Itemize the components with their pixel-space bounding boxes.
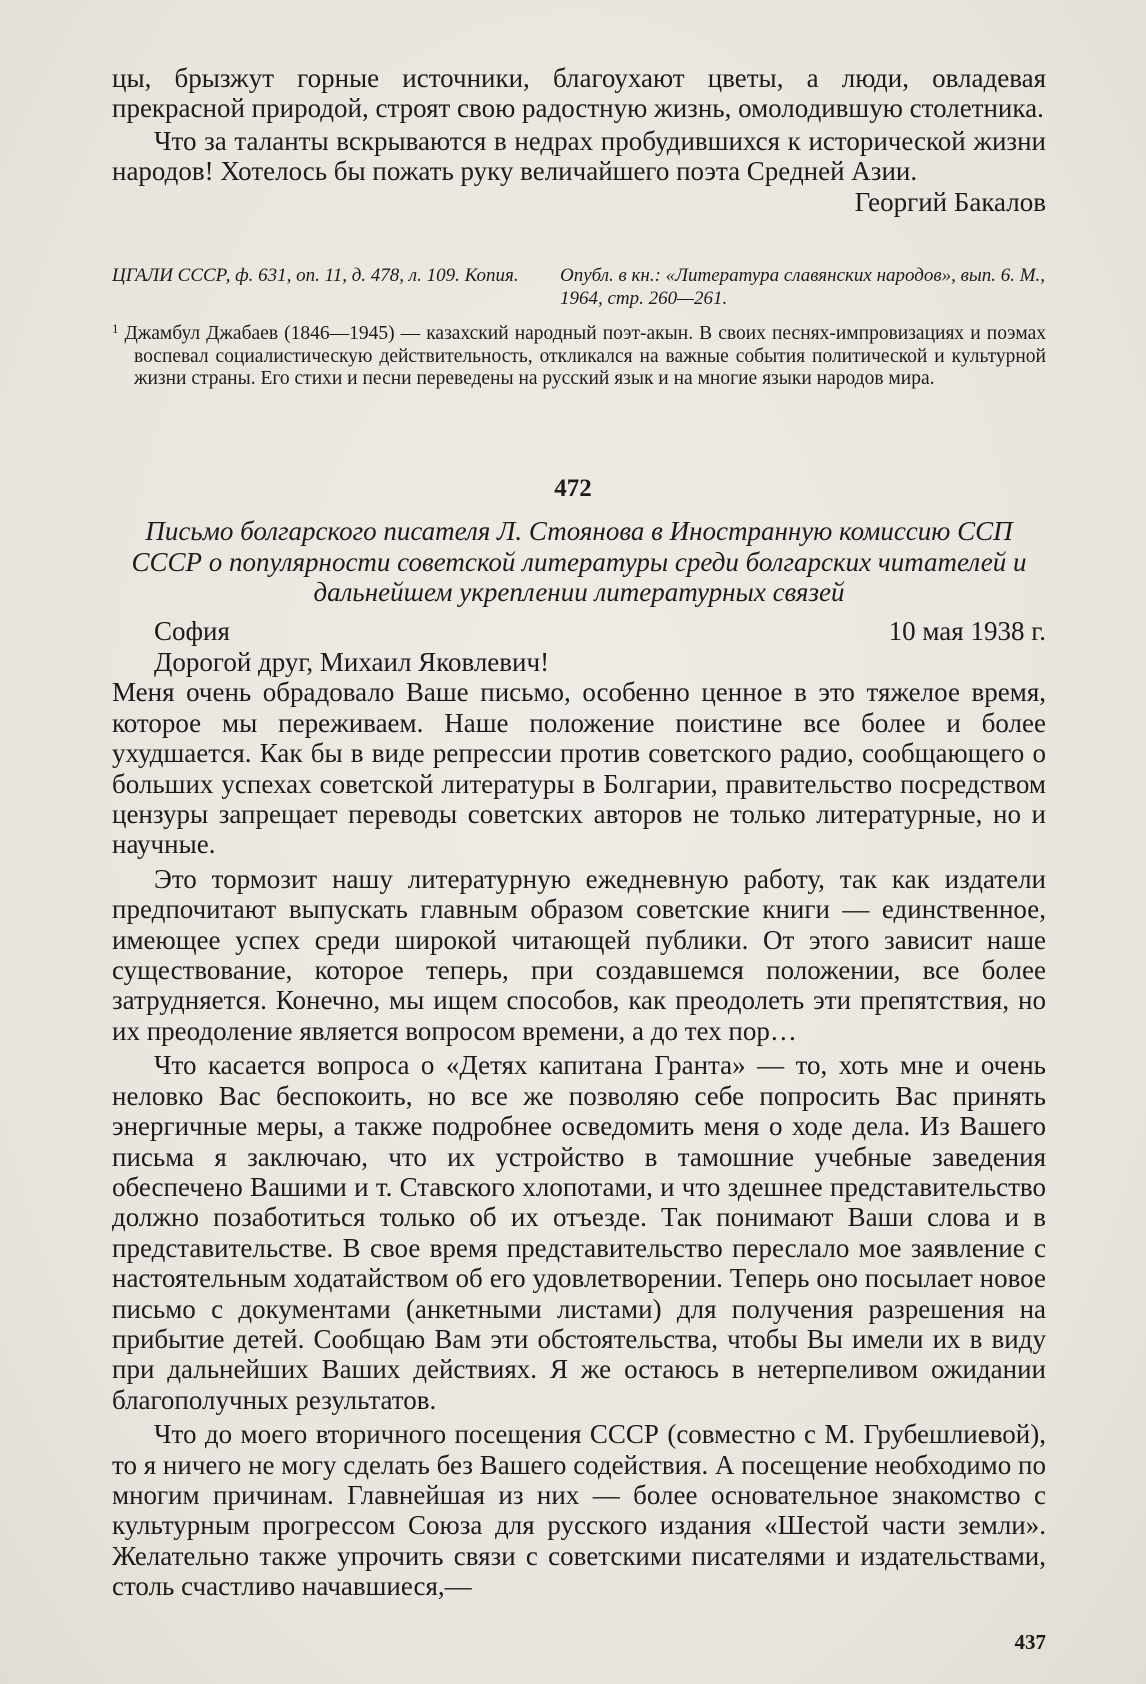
paragraph: Меня очень обрадовало Ваше письмо, особенно ценное в это тяжелое время, которое мы переживаем. Наше положение поистине все более и более ухудшается. Как бы в виде репрессии против советского радио, сообщающего о больших успехах советской литературы в Болгарии, правительство посредством цензуры запрещает переводы советских авторов не только литературные, но и научные.: [112, 677, 1046, 860]
paragraph: Что до моего вторичного посещения СССР (совместно с М. Грубешлиевой), то я ничего не могу сделать без Вашего содействия. А посещение необходимо по многим причинам. Главнейшая из них — более основательное знакомство с культурным прогрессом Союза для русского издания «Шестой части земли». Желательно также упрочить связи с советскими писателями и издательствами, столь счастливо начавшиеся,—: [112, 1419, 1046, 1602]
archive-reference: ЦГАЛИ СССР, ф. 631, оп. 11, д. 478, л. 109. Копия.: [112, 265, 519, 286]
document-title: Письмо болгарского писателя Л. Стоянова в Иностранную комиссию ССП СССР о популярности советской литературы среди болгарских читателей и дальнейшем укреплении литературных связей: [131, 516, 1027, 607]
previous-letter-ending: [112, 63, 1046, 217]
footnote: [112, 318, 1046, 391]
letter-body: [112, 647, 1046, 1602]
letter-place: София: [154, 616, 230, 646]
paragraph: Это тормозит нашу литературную ежедневную работу, так как издатели предпочитают выпускать главным образом советские книги — единственное, имеющее успех среди широкой читающей публики. От этого зависит наше существование, которое теперь, при создавшемся положении, все более затрудняется. Конечно, мы ищем способов, как преодолеть эти препятствия, но их преодоление является вопросом времени, а до тех пор…: [112, 863, 1046, 1046]
letter-date: 10 мая 1938 г.: [888, 616, 1046, 646]
page-number: 437: [1014, 1630, 1046, 1654]
paragraph: цы, брызжут горные источники, благоухают цветы, а люди, овладевая прекрасной природой, строят свою радостную жизнь, омолодившую столетника.: [112, 63, 1046, 124]
greeting: Дорогой друг, Михаил Яковлевич!: [154, 647, 550, 677]
footnote-mark: 1: [112, 321, 119, 336]
paragraph: Что за таланты вскрываются в недрах пробудившихся к исторической жизни народов! Хотелось бы пожать руку величайшего поэта Средней Азии.: [112, 125, 1046, 187]
paragraph: Что касается вопроса о «Детях капитана Гранта» — то, хоть мне и очень неловко Вас беспокоить, но все же позволяю себе попросить Вас принять энергичные меры, а также подробнее осведомить меня о ходе дела. Из Вашего письма я заключаю, что их устройство в тамошние учебные заведения обеспечено Вашими и т. Ставского хлопотами, и что здешнее представительство должно позаботиться только об их отъезде. Так понимают Ваши слова и в представительстве. В свое время представительство переслало мое заявление с настоятельным ходатайством об его удовлетворении. Теперь оно посылает новое письмо с документами (анкетными листами) для получения разрешения на прибытие детей. Сообщаю Вам эти обстоятельства, чтобы Вы имели их в виду при дальнейших Ваших действиях. Я же остаюсь в нетерпеливом ожидании благополучных результатов.: [112, 1050, 1046, 1415]
publication-reference: Опубл. в кн.: «Литература славянских народов», вып. 6. М., 1964, стр. 260—261.: [560, 265, 1046, 309]
document-number: 472: [554, 475, 592, 502]
footnote-text: Джамбул Джабаев (1846—1945) — казахский народный поэт-акын. В своих песнях-импровизациях и поэмах воспевал социалистическую действительность, откликался на важные события политической и культурной жизни страны. Его стихи и песни переведены на русский язык и на многие языки народов мира.: [124, 323, 1046, 390]
signature: Георгий Бакалов: [854, 186, 1046, 217]
